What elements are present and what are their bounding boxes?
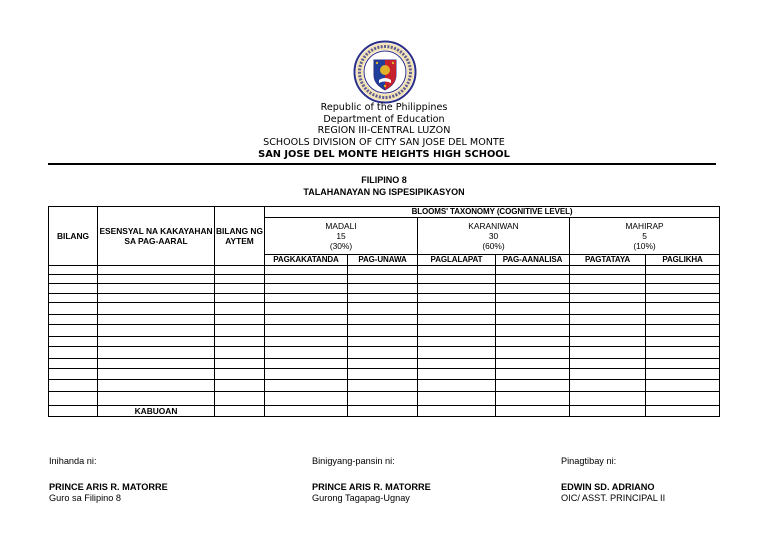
table-cell <box>418 369 496 380</box>
table-cell <box>49 315 98 325</box>
table-cell <box>418 284 496 294</box>
table-row <box>49 284 720 294</box>
table-cell <box>570 359 646 369</box>
table-cell <box>496 325 570 337</box>
table-cell <box>49 284 98 294</box>
table-cell <box>265 359 348 369</box>
total-cell <box>570 406 646 417</box>
table-cell <box>348 359 418 369</box>
total-label: KABUOAN <box>98 406 215 417</box>
table-cell <box>265 284 348 294</box>
table-row <box>49 325 720 337</box>
deped-seal-logo <box>353 40 417 104</box>
sub-pag-unawa: PAG-UNAWA <box>348 255 418 266</box>
table-cell <box>570 380 646 392</box>
table-row <box>49 359 720 369</box>
signatory-label: Inihanda ni: <box>49 456 97 466</box>
table-cell <box>49 347 98 359</box>
table-row <box>49 392 720 406</box>
table-cell <box>98 347 215 359</box>
table-cell <box>49 359 98 369</box>
table-cell <box>496 303 570 315</box>
table-cell <box>49 392 98 406</box>
table-row <box>49 380 720 392</box>
total-cell <box>49 406 98 417</box>
table-cell <box>570 325 646 337</box>
table-cell <box>646 359 720 369</box>
table-cell <box>646 347 720 359</box>
level-items: 5 <box>642 231 647 241</box>
table-cell <box>496 337 570 347</box>
table-row <box>49 315 720 325</box>
table-cell <box>348 337 418 347</box>
table-cell <box>215 347 265 359</box>
specification-table <box>48 206 720 417</box>
table-cell <box>348 294 418 303</box>
table-cell <box>265 315 348 325</box>
table-cell <box>49 294 98 303</box>
table-cell <box>348 303 418 315</box>
total-cell <box>265 406 348 417</box>
total-cell <box>496 406 570 417</box>
table-row <box>49 266 720 275</box>
table-cell <box>646 266 720 275</box>
table-cell <box>570 347 646 359</box>
table-cell <box>98 315 215 325</box>
table-cell <box>570 337 646 347</box>
table-cell <box>646 294 720 303</box>
table-cell <box>646 380 720 392</box>
table-cell <box>215 315 265 325</box>
table-cell <box>418 337 496 347</box>
table-cell <box>646 369 720 380</box>
signatory-name: EDWIN SD. ADRIANO <box>561 482 655 492</box>
table-cell <box>348 369 418 380</box>
table-row <box>49 369 720 380</box>
table-cell <box>265 325 348 337</box>
table-cell <box>646 303 720 315</box>
table-body <box>49 266 720 406</box>
signatory-approved-by <box>561 456 665 504</box>
sub-paglikha: PAGLIKHA <box>646 255 720 266</box>
table-cell <box>348 315 418 325</box>
table-cell <box>496 359 570 369</box>
table-cell <box>496 266 570 275</box>
table-cell <box>265 347 348 359</box>
table-cell <box>98 294 215 303</box>
table-cell <box>215 359 265 369</box>
table-cell <box>496 315 570 325</box>
table-cell <box>418 275 496 284</box>
total-cell <box>215 406 265 417</box>
table-cell <box>215 380 265 392</box>
table-row <box>49 347 720 359</box>
table-cell <box>98 337 215 347</box>
table-cell <box>570 275 646 284</box>
table-cell <box>348 284 418 294</box>
table-cell <box>348 380 418 392</box>
level-name: MAHIRAP <box>625 221 664 231</box>
table-cell <box>496 294 570 303</box>
document-title <box>0 175 768 198</box>
table-cell <box>570 266 646 275</box>
table-cell <box>215 392 265 406</box>
table-cell <box>49 266 98 275</box>
level-items: 15 <box>336 231 346 241</box>
level-percent: (30%) <box>329 241 353 251</box>
table-cell <box>98 266 215 275</box>
table-heading: TALAHANAYAN NG ISPESIPIKASYON <box>303 186 465 197</box>
signatory-name: PRINCE ARIS R. MATORRE <box>49 482 168 492</box>
table-row <box>49 294 720 303</box>
table-cell <box>215 275 265 284</box>
table-cell <box>98 303 215 315</box>
school-name: SAN JOSE DEL MONTE HEIGHTS HIGH SCHOOL <box>258 148 510 160</box>
table-cell <box>98 284 215 294</box>
table-cell <box>49 303 98 315</box>
total-cell <box>646 406 720 417</box>
table-cell <box>265 380 348 392</box>
table-cell <box>348 325 418 337</box>
table-cell <box>98 325 215 337</box>
table-cell <box>570 369 646 380</box>
table-cell <box>496 347 570 359</box>
table-cell <box>418 380 496 392</box>
table-cell <box>418 294 496 303</box>
table-cell <box>265 266 348 275</box>
table-cell <box>570 303 646 315</box>
table-cell <box>418 325 496 337</box>
level-madali <box>265 218 418 255</box>
table-cell <box>496 392 570 406</box>
level-name: MADALI <box>325 221 357 231</box>
table-row <box>49 275 720 284</box>
signatory-role: Guro sa Filipino 8 <box>49 493 122 503</box>
table-cell <box>646 337 720 347</box>
level-karaniwan <box>418 218 570 255</box>
table-cell <box>418 266 496 275</box>
table-cell <box>496 369 570 380</box>
table-cell <box>215 284 265 294</box>
table-cell <box>265 337 348 347</box>
table-cell <box>418 392 496 406</box>
total-cell <box>348 406 418 417</box>
table-cell <box>570 294 646 303</box>
table-cell <box>646 392 720 406</box>
table-cell <box>265 392 348 406</box>
signatory-label: Pinagtibay ni: <box>561 456 617 466</box>
table-cell <box>215 294 265 303</box>
table-cell <box>418 315 496 325</box>
table-cell <box>98 392 215 406</box>
table-cell <box>215 325 265 337</box>
table-cell <box>265 303 348 315</box>
table-cell <box>496 275 570 284</box>
signatory-noted-by <box>312 456 431 504</box>
table-cell <box>215 369 265 380</box>
table-cell <box>418 347 496 359</box>
table-cell <box>98 275 215 284</box>
table-cell <box>646 325 720 337</box>
letterhead-line: Department of Education <box>323 113 445 125</box>
table-cell <box>49 275 98 284</box>
table-cell <box>348 392 418 406</box>
level-percent: (10%) <box>633 241 656 251</box>
subject-title: FILIPINO 8 <box>361 175 407 185</box>
table-cell <box>265 275 348 284</box>
table-cell <box>49 325 98 337</box>
table-cell <box>265 294 348 303</box>
table-cell <box>49 380 98 392</box>
level-items: 30 <box>488 231 499 241</box>
letterhead <box>0 102 768 161</box>
signatory-name: PRINCE ARIS R. MATORRE <box>312 482 431 492</box>
table-cell <box>98 359 215 369</box>
total-cell <box>418 406 496 417</box>
table-cell <box>418 359 496 369</box>
sub-pag-aanalisa: PAG-AANALISA <box>496 255 570 266</box>
table-cell <box>570 392 646 406</box>
sub-paglalapat: PAGLALAPAT <box>418 255 496 266</box>
signatory-label: Binigyang-pansin ni: <box>312 456 395 466</box>
table-cell <box>215 303 265 315</box>
table-cell <box>646 284 720 294</box>
letterhead-line: Republic of the Philippines <box>320 102 448 113</box>
signatory-prepared-by <box>49 456 168 504</box>
header-bilang-aytem: BILANG NG AYTEM <box>215 207 265 266</box>
table-cell <box>215 337 265 347</box>
header-blooms-taxonomy: BLOOMS' TAXONOMY (COGNITIVE LEVEL) <box>265 207 720 218</box>
table-cell <box>98 369 215 380</box>
table-cell <box>646 315 720 325</box>
table-cell <box>98 380 215 392</box>
letterhead-line: SCHOOLS DIVISION OF CITY SAN JOSE DEL MONTE <box>263 137 505 149</box>
level-name: KARANIWAN <box>468 221 519 231</box>
table-cell <box>265 369 348 380</box>
level-mahirap <box>570 218 720 255</box>
table-cell <box>496 380 570 392</box>
sub-pagkakatanda: PAGKAKATANDA <box>265 255 348 266</box>
table-cell <box>49 337 98 347</box>
table-cell <box>49 369 98 380</box>
signatory-role: OIC/ ASST. PRINCIPAL II <box>561 493 666 503</box>
table-cell <box>348 275 418 284</box>
sub-pagtataya: PAGTATAYA <box>570 255 646 266</box>
header-esensyal: ESENSYAL NA KAKAYAHAN SA PAG-AARAL <box>98 207 215 266</box>
level-percent: (60%) <box>482 241 505 251</box>
table-cell <box>570 315 646 325</box>
header-bilang: BILANG <box>49 207 98 266</box>
table-cell <box>348 347 418 359</box>
table-row <box>49 337 720 347</box>
header-divider <box>48 163 716 165</box>
table-cell <box>496 284 570 294</box>
signatory-role: Gurong Tagapag-Ugnay <box>312 493 410 503</box>
table-row <box>49 303 720 315</box>
table-cell <box>418 303 496 315</box>
table-cell <box>215 266 265 275</box>
letterhead-line: REGION III-CENTRAL LUZON <box>317 125 451 137</box>
table-cell <box>646 275 720 284</box>
table-cell <box>570 284 646 294</box>
table-cell <box>348 266 418 275</box>
